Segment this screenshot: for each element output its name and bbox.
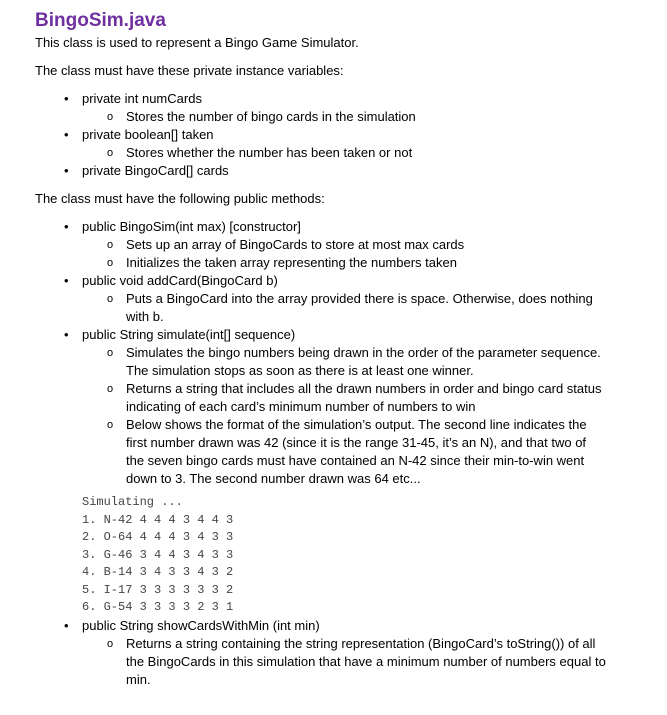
output-line: 5. I-17 3 3 3 3 3 3 2: [82, 582, 234, 597]
bullet-icon: •: [64, 617, 69, 633]
output-line: 3. G-46 3 4 4 3 4 3 3: [82, 547, 234, 562]
methods-list: [0, 218, 667, 689]
bullet-icon: •: [64, 163, 69, 178]
sub-list-item: [0, 290, 667, 326]
bullet-icon: •: [64, 127, 69, 142]
sub-bullet-icon: o: [107, 293, 114, 305]
list-item: [0, 617, 667, 635]
output-line: 6. G-54 3 3 3 3 2 3 1: [82, 600, 234, 614]
item-label: public String showCardsWithMin (int min): [82, 617, 320, 633]
sub-list-item: [0, 254, 667, 272]
sub-bullet-icon: o: [107, 111, 114, 123]
list-item: [0, 218, 667, 236]
sub-list-item: [0, 108, 667, 126]
output-line: Simulating ...: [82, 495, 183, 509]
sub-item-text: Below shows the format of the simulation’s output. The second line indicates the first number drawn was 42 (since it is the range 31-45, it’s an N), and that two of the seven bingo cards must have contained an N-42 since their min-to-win went down to 3. The second number drawn was 64 etc...: [126, 417, 587, 486]
sub-list-item: [0, 416, 667, 488]
sub-item-text: Returns a string containing the string representation (BingoCard’s toString()) of all the BingoCards in this simulation that have a minimum number of numbers equal to min.: [126, 635, 606, 687]
output-line: 4. B-14 3 4 3 3 4 3 2: [82, 565, 234, 579]
item-label: public String simulate(int[] sequence): [82, 327, 296, 342]
methods-heading: The class must have the following public methods:: [35, 191, 325, 206]
item-label: public void addCard(BingoCard b): [82, 273, 278, 288]
sub-bullet-icon: o: [107, 347, 114, 359]
list-item: [0, 272, 667, 290]
vars-heading: The class must have these private instance variables:: [35, 63, 344, 78]
page-title: BingoSim.java: [35, 10, 166, 31]
sub-bullet-icon: o: [107, 147, 114, 159]
sub-item-text: Returns a string that includes all the drawn numbers in order and bingo card status indicating of each card’s minimum number of numbers to win: [126, 381, 602, 414]
sub-list-item: [0, 344, 667, 380]
bullet-icon: •: [64, 91, 69, 106]
list-item: [0, 90, 667, 108]
item-label: private boolean[] taken: [82, 127, 214, 142]
item-label: private int numCards: [82, 91, 202, 106]
sub-item-text: Puts a BingoCard into the array provided there is space. Otherwise, does nothing with b.: [126, 291, 593, 324]
list-item: [0, 126, 667, 144]
sub-item-text: Initializes the taken array representing the numbers taken: [126, 255, 457, 270]
sub-bullet-icon: o: [107, 239, 114, 251]
sub-bullet-icon: o: [107, 419, 114, 431]
sub-bullet-icon: o: [107, 383, 114, 395]
list-item: [0, 326, 667, 344]
bullet-icon: •: [64, 273, 69, 288]
sub-item-text: Stores the number of bingo cards in the simulation: [126, 109, 416, 124]
output-line: 2. O-64 4 4 4 3 4 3 3: [82, 530, 234, 544]
sub-item-text: Stores whether the number has been taken or not: [126, 145, 413, 160]
sub-list-item: [0, 144, 667, 162]
sub-item-text: Simulates the bingo numbers being drawn in the order of the parameter sequence. The simulation stops as soon as there is at least one winner.: [126, 345, 601, 378]
item-label: private BingoCard[] cards: [82, 163, 229, 178]
sub-list-item: [0, 380, 667, 416]
intro-text: This class is used to represent a Bingo Game Simulator.: [35, 35, 359, 50]
variables-list: [0, 90, 667, 180]
list-item: [0, 162, 667, 180]
item-label: public BingoSim(int max) [constructor]: [82, 219, 301, 234]
bullet-icon: •: [64, 219, 69, 234]
bullet-icon: •: [64, 327, 69, 342]
simulation-output: [82, 494, 667, 617]
sub-list-item: [0, 635, 667, 689]
sub-bullet-icon: o: [107, 637, 114, 650]
output-line: 1. N-42 4 4 4 3 4 4 3: [82, 512, 234, 527]
sub-item-text: Sets up an array of BingoCards to store at most max cards: [126, 237, 465, 252]
sub-bullet-icon: o: [107, 257, 114, 269]
sub-list-item: [0, 236, 667, 254]
